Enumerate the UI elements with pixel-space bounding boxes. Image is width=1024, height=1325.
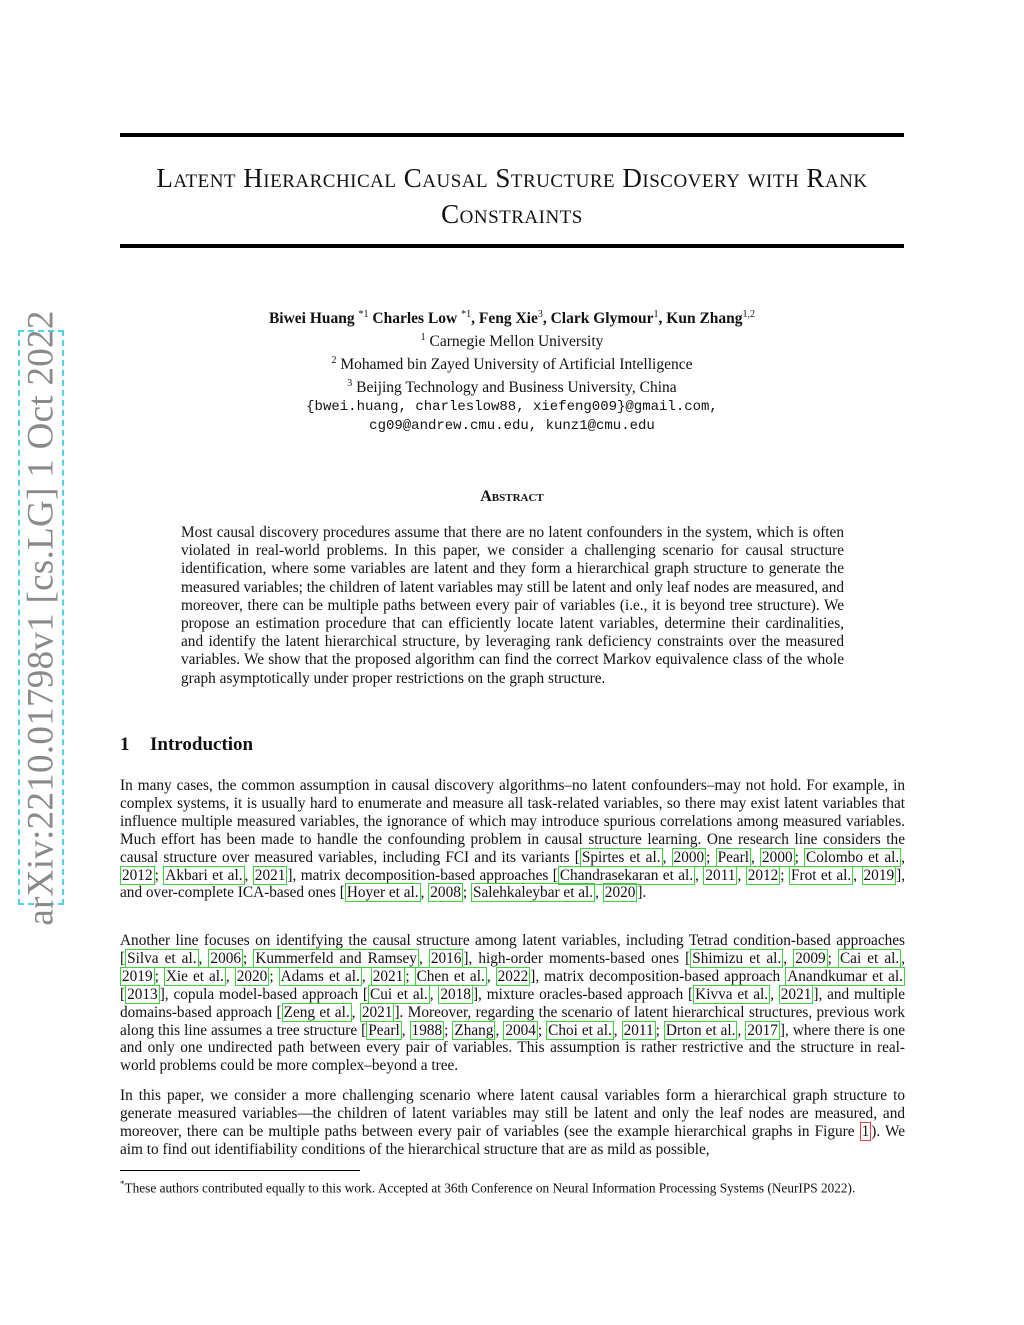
citation-link[interactable]: 2019 bbox=[122, 967, 153, 985]
citation-link[interactable]: 2021 bbox=[780, 985, 812, 1003]
paper-title bbox=[120, 160, 904, 232]
citation-link[interactable]: 2012 bbox=[747, 866, 779, 884]
citation-link[interactable]: 2021 bbox=[372, 967, 404, 985]
text: ). We aim to find out identifiability conditions of the hierarchical structure that are as mild as possible, bbox=[120, 1122, 906, 1158]
author-names bbox=[120, 305, 904, 328]
paragraph-2 bbox=[120, 932, 905, 1075]
citation-link[interactable]: Chandrasekaran et al. bbox=[559, 866, 694, 884]
section-heading-introduction bbox=[120, 734, 253, 756]
title-rule-bottom bbox=[120, 244, 904, 248]
text: , bbox=[225, 967, 235, 985]
text: ], matrix decomposition-based approach bbox=[530, 967, 786, 985]
text: ], mixture oracles-based approach [ bbox=[472, 985, 694, 1003]
citation-link[interactable]: 2000 bbox=[673, 848, 705, 866]
affiliation-2 bbox=[120, 351, 904, 374]
author-sup: 1 bbox=[653, 309, 659, 320]
emails-line-1: {bwei.huang, charleslow88, xiefeng009}@gmail.com, bbox=[306, 398, 718, 415]
author-block bbox=[120, 305, 904, 436]
paragraph-1 bbox=[120, 777, 905, 902]
footnote-text: These authors contributed equally to this work. Accepted at 36th Conference on Neural Information Processing Systems (NeurIPS 2022). bbox=[124, 1180, 856, 1196]
citation-link[interactable]: 2006 bbox=[210, 949, 242, 967]
citation-link[interactable]: Colombo et al. bbox=[806, 848, 900, 866]
citation-link[interactable]: Adams et al. bbox=[280, 967, 360, 985]
text: ], and over-complete ICA-based ones [ bbox=[120, 866, 906, 902]
citation-link[interactable]: Choi et al. bbox=[548, 1021, 612, 1039]
citation-link[interactable]: 2018 bbox=[440, 985, 471, 1003]
citation-link[interactable]: Chen et al. bbox=[416, 967, 485, 985]
text: ; bbox=[405, 967, 415, 985]
citation-link[interactable]: 2021 bbox=[361, 1003, 393, 1021]
citation-link[interactable]: Pearl bbox=[717, 848, 750, 866]
citation-link[interactable]: Xie et al. bbox=[165, 967, 224, 985]
text: , bbox=[401, 1021, 410, 1039]
figure-ref-link[interactable]: 1 bbox=[861, 1122, 870, 1140]
author-sup: *1 bbox=[358, 309, 369, 320]
citation-link[interactable]: Kummerfeld and Ramsey bbox=[255, 949, 417, 967]
emails-line-2: cg09@andrew.cmu.edu, kunz1@cmu.edu bbox=[369, 417, 655, 434]
text: , bbox=[662, 848, 672, 866]
aff-text: Carnegie Mellon University bbox=[425, 333, 604, 351]
citation-link[interactable]: 2021 bbox=[254, 866, 286, 884]
author-huang: Biwei Huang bbox=[268, 310, 355, 328]
text: ]. Moreover, regarding the scenario of latent hierarchical structures, previous work along this line assumes a tree structure [ bbox=[120, 1003, 906, 1039]
text: ], matrix decomposition-based approaches [ bbox=[287, 866, 558, 884]
text: ; bbox=[154, 866, 164, 884]
citation-link[interactable]: Hoyer et al. bbox=[346, 884, 419, 902]
text: , bbox=[198, 949, 209, 967]
text: , bbox=[495, 1021, 504, 1039]
text: ; bbox=[655, 1021, 664, 1039]
citation-link[interactable]: 2016 bbox=[430, 949, 462, 967]
aff-text: Beijing Technology and Business University, China bbox=[352, 379, 677, 397]
text: ; bbox=[462, 884, 471, 902]
text: , bbox=[244, 866, 253, 884]
author-xie: , Feng Xie bbox=[471, 310, 538, 328]
text: ; bbox=[794, 848, 805, 866]
text: , bbox=[418, 949, 429, 967]
text: ], high-order moments-based ones [ bbox=[463, 949, 691, 967]
citation-link[interactable]: Cai et al. bbox=[839, 949, 900, 967]
author-zhang: , Kun Zhang bbox=[658, 310, 743, 328]
footnote-rule bbox=[120, 1170, 360, 1171]
title-line-1: Latent Hierarchical Causal Structure Discovery with Rank bbox=[156, 163, 868, 193]
footnote-mark: * bbox=[120, 1179, 125, 1189]
author-glymour: , Clark Glymour bbox=[542, 310, 654, 328]
text: [ bbox=[120, 985, 126, 1003]
aff-sup: 2 bbox=[331, 355, 337, 367]
text: ; bbox=[444, 1021, 453, 1039]
abstract-heading: Abstract bbox=[480, 488, 544, 505]
citation-link[interactable]: 2020 bbox=[236, 967, 268, 985]
arxiv-stamp-text: arXiv:2210.01798v1 [cs.LG] 1 Oct 2022 bbox=[20, 309, 62, 926]
text: , bbox=[351, 1003, 360, 1021]
citation-link[interactable]: Akbari et al. bbox=[165, 866, 243, 884]
footnote bbox=[120, 1176, 905, 1196]
author-low: Charles Low bbox=[368, 310, 458, 328]
citation-link[interactable]: 2019 bbox=[863, 866, 895, 884]
text: ; bbox=[827, 949, 838, 967]
text: In many cases, the common assumption in causal discovery algorithms–no latent confounders–may not hold. For example, in complex systems, it is usually hard to enumerate and measure all task-related variables, so there may exist latent variables that influence multiple measured variables, the ignorance of which may introduce spurious correlations among measured variables. Much effort has been made to handle the confounding problem in causal structure learning. One research line considers the causal structure over measured variables, including FCI and its variants [ bbox=[120, 777, 905, 866]
text: , bbox=[737, 1021, 746, 1039]
citation-link[interactable]: 2008 bbox=[430, 884, 461, 902]
author-sup: 3 bbox=[537, 309, 543, 320]
citation-link[interactable]: 2000 bbox=[762, 848, 793, 866]
citation-link[interactable]: 2017 bbox=[747, 1021, 778, 1039]
text: , bbox=[770, 985, 779, 1003]
citation-link[interactable]: Zeng et al. bbox=[283, 1003, 350, 1021]
citation-link[interactable]: Silva et al. bbox=[127, 949, 197, 967]
citation-link[interactable]: 2013 bbox=[127, 985, 158, 1003]
abstract-text: Most causal discovery procedures assume that there are no latent confounders in the system, which is often violated in real-world problems. In this paper, we consider a challenging scenario for causal structure identification, where some variables are latent and they form a hierarchical graph structure to generate the measured variables; the children of latent variables may still be latent and only leaf nodes are measured, and moreover, there can be multiple paths between every pair of variables (i.e., it is beyond tree structure). We propose an estimation procedure that can efficiently locate latent variables, determine their cardinalities, and identify the latent hierarchical structure, by leveraging rank deficiency constraints over the measured variables. We show that the proposed algorithm can find the correct Markov equivalence class of the whole graph asymptotically under proper restrictions on the graph structure. bbox=[181, 524, 844, 687]
citation-link[interactable]: Zhang bbox=[454, 1021, 494, 1039]
text: ], where there is one and only one undirected path between every pair of variables. This assumption is rather restrictive and the structure in real-world problems could be more complex–beyond a tree. bbox=[120, 1021, 906, 1075]
citation-link[interactable]: Salehkaleybar et al. bbox=[472, 884, 594, 902]
paragraph-3 bbox=[120, 1087, 905, 1159]
citation-link[interactable]: Kivva et al. bbox=[695, 985, 769, 1003]
text: ; bbox=[269, 967, 279, 985]
title-rule-top bbox=[120, 133, 904, 137]
text: , bbox=[853, 866, 862, 884]
text: , bbox=[901, 949, 906, 967]
text: , bbox=[783, 949, 794, 967]
text: , bbox=[420, 884, 429, 902]
section-number: 1 bbox=[120, 734, 130, 755]
arxiv-stamp[interactable] bbox=[18, 309, 64, 926]
citation-link[interactable]: 1988 bbox=[411, 1021, 443, 1039]
text: ]. bbox=[637, 884, 647, 902]
citation-link[interactable]: Anandkumar et al. bbox=[787, 967, 904, 985]
affiliation-3 bbox=[120, 374, 904, 397]
citation-link[interactable]: 2020 bbox=[604, 884, 636, 902]
title-line-2: Constraints bbox=[441, 199, 583, 229]
text: ; bbox=[706, 848, 716, 866]
citation-link[interactable]: 2004 bbox=[505, 1021, 536, 1039]
citation-link[interactable]: Shimizu et al. bbox=[692, 949, 782, 967]
text: In this paper, we consider a more challenging scenario where latent causal variables form a hierarchical graph structure to generate measured variables—the children of latent variables may still be latent and only the leaf nodes are measured, and moreover, there can be multiple paths between every pair of variables (see the example hierarchical graphs in Figure bbox=[120, 1087, 905, 1140]
text: , bbox=[901, 848, 906, 866]
citation-link[interactable]: 2022 bbox=[497, 967, 529, 985]
author-sup: *1 bbox=[461, 309, 472, 320]
text: , bbox=[361, 967, 371, 985]
citation-link[interactable]: 2012 bbox=[122, 866, 153, 884]
text: Another line focuses on identifying the causal structure among latent variables, including Tetrad condition-based approaches [ bbox=[120, 932, 905, 967]
text: ; bbox=[537, 1021, 547, 1039]
citation-link[interactable]: Cui et al. bbox=[370, 985, 428, 1003]
text: , bbox=[429, 985, 439, 1003]
citation-link[interactable]: Pearl bbox=[368, 1021, 400, 1039]
citation-link[interactable]: Frot et al. bbox=[790, 866, 852, 884]
author-sup: 1,2 bbox=[742, 309, 756, 320]
text: ; bbox=[154, 967, 164, 985]
text: , bbox=[486, 967, 496, 985]
text: ], copula model-based approach [ bbox=[159, 985, 369, 1003]
text: ; bbox=[780, 866, 789, 884]
section-title: Introduction bbox=[150, 734, 254, 755]
text: , bbox=[695, 866, 704, 884]
citation-link[interactable]: Spirtes et al. bbox=[581, 848, 661, 866]
text: , bbox=[737, 866, 746, 884]
affiliation-1 bbox=[120, 328, 904, 351]
aff-sup: 3 bbox=[347, 378, 353, 390]
text: ; bbox=[243, 949, 254, 967]
text: , bbox=[751, 848, 761, 866]
aff-text: Mohamed bin Zayed University of Artificial Intelligence bbox=[336, 356, 693, 374]
citation-link[interactable]: 2009 bbox=[795, 949, 826, 967]
text: , bbox=[613, 1021, 622, 1039]
citation-link[interactable]: Drton et al. bbox=[665, 1021, 736, 1039]
aff-sup: 1 bbox=[420, 332, 426, 344]
citation-link[interactable]: 2011 bbox=[705, 866, 736, 884]
text: , bbox=[595, 884, 603, 902]
citation-link[interactable]: 2011 bbox=[623, 1021, 654, 1039]
text: ], and multiple domains-based approach [ bbox=[120, 985, 906, 1021]
